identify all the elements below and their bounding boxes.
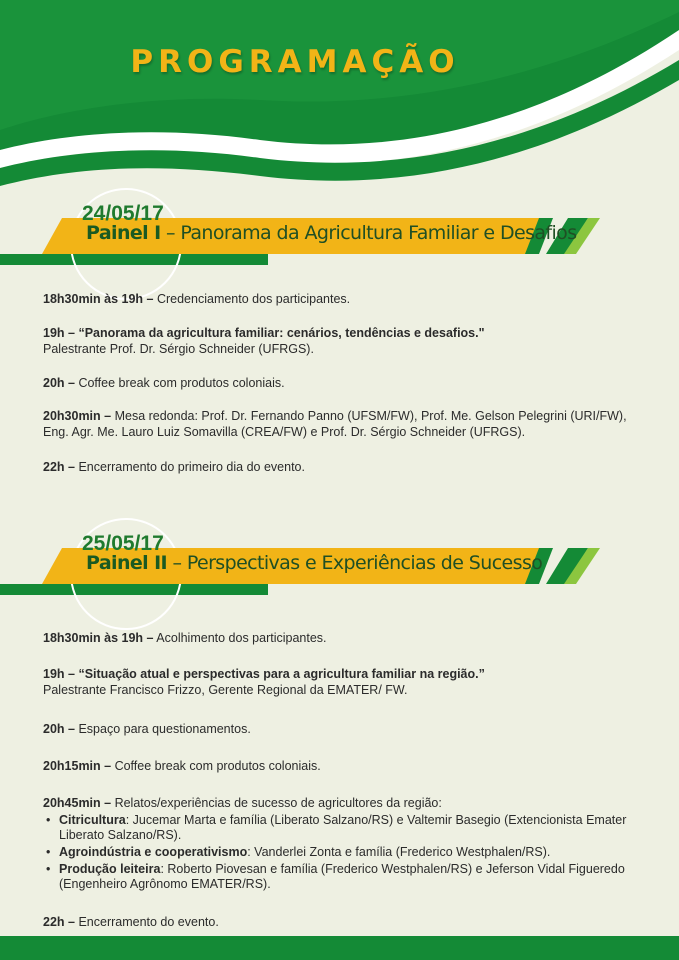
day-date: 25/05/17 xyxy=(82,532,164,555)
footer-bar xyxy=(0,936,679,960)
panel-label: Painel I xyxy=(86,222,161,244)
schedule-item: 20h – Coffee break com produtos coloniais. xyxy=(43,376,285,390)
schedule-item: 19h – “Panorama da agricultura familiar: cenários, tendências e desafios." Palestrante Prof. Dr. Sérgio Schneider (UFRGS). xyxy=(43,326,485,356)
panel-subtitle: – Perspectivas e Experiências de Sucesso xyxy=(172,552,543,574)
schedule-item: 20h45min – Relatos/experiências de sucesso de agricultores da região: xyxy=(43,796,442,810)
list-item: • Produção leiteira: Roberto Piovesan e família (Frederico Westphalen/RS) e Jeferson Vidal Figueredo (Engenheiro Agrônomo EMATER/RS). xyxy=(43,862,643,892)
list-item: • Agroindústria e cooperativismo: Vanderlei Zonta e família (Frederico Westphalen/RS). xyxy=(43,845,643,860)
schedule-item: 20h – Espaço para questionamentos. xyxy=(43,722,251,736)
page-title: PROGRAMAÇÃO xyxy=(130,44,460,80)
panel-label: Painel II xyxy=(86,552,168,574)
schedule-item: 19h – “Situação atual e perspectivas para a agricultura familiar na região.” Palestrante Francisco Frizzo, Gerente Regional da EMATER/ FW. xyxy=(43,667,485,697)
day-2-header xyxy=(0,518,679,638)
schedule-item: 22h – Encerramento do primeiro dia do evento. xyxy=(43,460,305,474)
header-wave-art xyxy=(0,0,679,200)
panel-title xyxy=(86,222,577,244)
success-stories-list xyxy=(43,813,643,894)
schedule-item: 20h15min – Coffee break com produtos coloniais. xyxy=(43,759,321,773)
day-date: 24/05/17 xyxy=(82,202,164,225)
day-1-header xyxy=(0,188,679,308)
panel-title xyxy=(86,552,542,574)
schedule-item: 18h30min às 19h – Acolhimento dos participantes. xyxy=(43,631,327,645)
list-item: • Citricultura: Jucemar Marta e família (Liberato Salzano/RS) e Valtemir Basegio (Extencionista Emater Liberato Salzano/RS). xyxy=(43,813,643,843)
schedule-item: 22h – Encerramento do evento. xyxy=(43,915,219,929)
schedule-item: 20h30min – Mesa redonda: Prof. Dr. Fernando Panno (UFSM/FW), Prof. Me. Gelson Pelegrini (URI/FW), Eng. Agr. Me. Lauro Luiz Somavilla (CREA/FW) e Prof. Dr. Sérgio Schneider (UFRGS). xyxy=(43,409,627,439)
panel-subtitle: – Panorama da Agricultura Familiar e Desafios xyxy=(166,222,577,244)
schedule-item: 18h30min às 19h – Credenciamento dos participantes. xyxy=(43,292,351,306)
